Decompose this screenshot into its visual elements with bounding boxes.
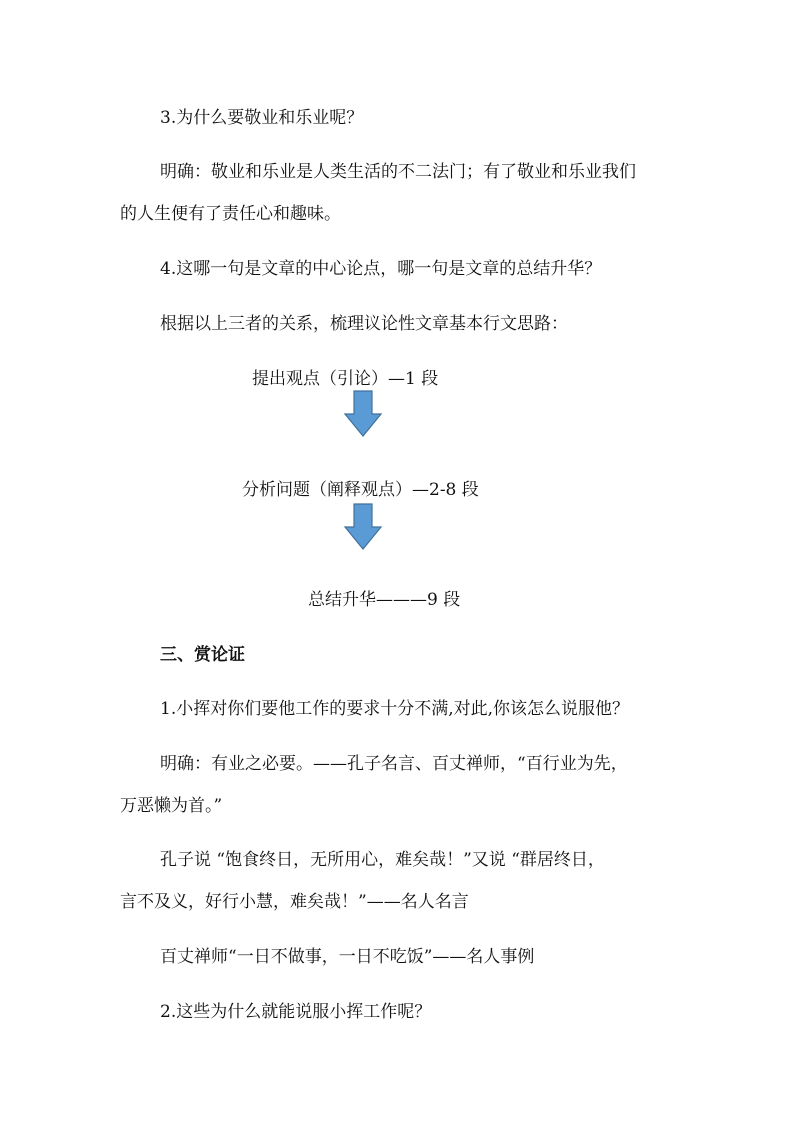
baizhang-example: 百丈禅师“一日不做事，一日不吃饭”——名人事例 [160,947,535,967]
section3-answer-1-line-1: 明确：有业之必要。——孔子名言、百丈禅师，“百行业为先， [160,754,628,774]
confucius-quote-line-1: 孔子说 “饱食终日，无所用心，难矣哉！”又说 “群居终日， [160,850,605,870]
answer-3-line-1: 明确：敬业和乐业是人类生活的不二法门；有了敬业和乐业我们 [160,162,636,182]
question-3: 3.为什么要敬业和乐业呢？ [160,108,364,128]
down-arrow-icon [343,503,383,551]
section3-question-1: 1.小挥对你们要他工作的要求十分不满,对此,你该怎么说服他？ [160,699,630,719]
flow-step-1: 提出观点（引论）—1 段 [252,369,439,389]
question-4: 4.这哪一句是文章的中心论点，哪一句是文章的总结升华？ [160,259,602,279]
confucius-quote-line-2: 言不及义，好行小慧，难矣哉！”——名人名言 [120,892,469,912]
section3-question-2: 2.这些为什么就能说服小挥工作呢？ [160,1002,432,1022]
answer-3-line-2: 的人生便有了责任心和趣味。 [120,204,341,224]
down-arrow-icon [343,390,383,438]
section-heading: 三、赏论证 [160,645,245,665]
flow-step-2: 分析问题（阐释观点）—2-8 段 [242,480,479,500]
flow-step-3: 总结升华———9 段 [308,590,461,610]
section3-answer-1-line-2: 万恶懒为首。” [120,796,223,816]
flow-intro: 根据以上三者的关系，梳理议论性文章基本行文思路： [160,314,568,334]
